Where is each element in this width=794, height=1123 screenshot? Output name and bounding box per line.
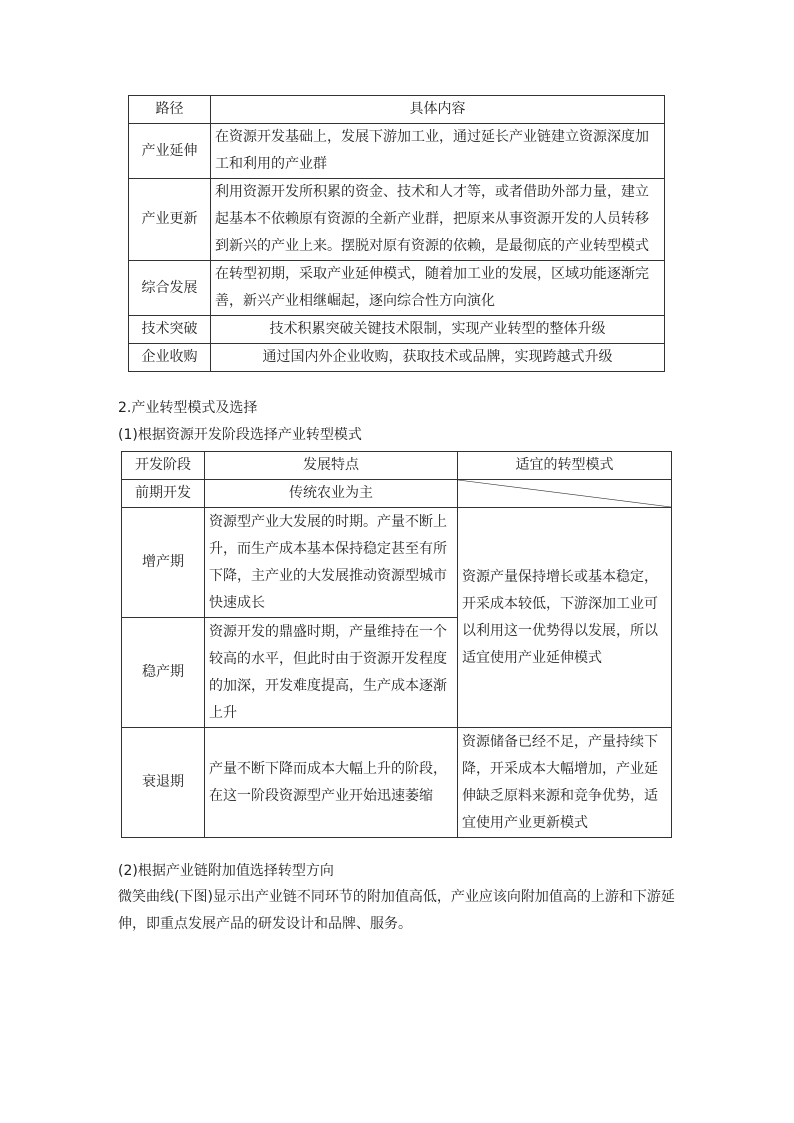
- table-row: [129, 316, 665, 344]
- row-stage: 稳产期: [122, 618, 205, 728]
- table-row: [129, 179, 665, 261]
- section-title: 2.产业转型模式及选择: [118, 400, 258, 416]
- row-path: 产业更新: [129, 179, 211, 261]
- subsection-title-1: (1)根据资源开发阶段选择产业转型模式: [118, 427, 362, 443]
- row-stage: 增产期: [122, 508, 205, 618]
- table-row: [122, 728, 672, 838]
- subsection-title-2: (2)根据产业链附加值选择转型方向: [118, 863, 334, 879]
- row-mode: 资源储备已经不足，产量持续下降，开采成本大幅增加，产业延伸缺乏原料来源和竞争优势，适宜使用产业更新模式: [458, 728, 672, 838]
- paragraph: 微笑曲线(下图)显示出产业链不同环节的附加值高低，产业应该向附加值高的上游和下游延伸，即重点发展产品的研发设计和品牌、服务。: [118, 889, 675, 932]
- table-row: [122, 480, 672, 508]
- row-path: 技术突破: [129, 316, 211, 344]
- row-content: 在转型初期，采取产业延伸模式，随着加工业的发展，区域功能逐渐完善，新兴产业相继崛起，逐向综合性方向演化: [211, 261, 665, 316]
- header-mode: 适宜的转型模式: [458, 452, 672, 480]
- row-content: 利用资源开发所积累的资金、技术和人才等，或者借助外部力量，建立起基本不依赖原有资源的全新产业群，把原来从事资源开发的人员转移到新兴的产业上来。摆脱对原有资源的依赖，是最彻底的产业转型模式: [211, 179, 665, 261]
- table-header-row: [129, 96, 665, 124]
- table-row: [129, 261, 665, 316]
- row-content: 技术积累突破关键技术限制，实现产业转型的整体升级: [211, 316, 665, 344]
- header-content: 具体内容: [211, 96, 665, 124]
- table-row: [129, 344, 665, 372]
- row-stage: 衰退期: [122, 728, 205, 838]
- row-path: 产业延伸: [129, 124, 211, 179]
- row-feature: 资源开发的鼎盛时期，产量维持在一个较高的水平，但此时由于资源开发程度的加深，开发难度提高，生产成本逐渐上升: [205, 618, 458, 728]
- row-mode: 资源产量保持增长或基本稳定，开采成本较低，下游深加工业可以利用这一优势得以发展，所以适宜使用产业延伸模式: [458, 508, 672, 728]
- header-path: 路径: [129, 96, 211, 124]
- row-feature: 资源型产业大发展的时期。产量不断上升，而生产成本基本保持稳定甚至有所下降，主产业的大发展推动资源型城市快速成长: [205, 508, 458, 618]
- header-stage: 开发阶段: [122, 452, 205, 480]
- table-row: [122, 508, 672, 618]
- row-feature: 产量不断下降而成本大幅上升的阶段，在这一阶段资源型产业开始迅速萎缩: [205, 728, 458, 838]
- row-feature: 传统农业为主: [205, 480, 458, 508]
- table-row: [129, 124, 665, 179]
- row-path: 综合发展: [129, 261, 211, 316]
- diagonal-line: [458, 480, 671, 507]
- header-feature: 发展特点: [205, 452, 458, 480]
- stage-mode-table: [121, 451, 672, 838]
- row-stage: 前期开发: [122, 480, 205, 508]
- empty-mode-cell: [458, 480, 672, 508]
- row-content: 在资源开发基础上，发展下游加工业，通过延长产业链建立资源深度加工和利用的产业群: [211, 124, 665, 179]
- path-content-table: [128, 95, 665, 372]
- table-header-row: [122, 452, 672, 480]
- row-content: 通过国内外企业收购，获取技术或品牌，实现跨越式升级: [211, 344, 665, 372]
- row-path: 企业收购: [129, 344, 211, 372]
